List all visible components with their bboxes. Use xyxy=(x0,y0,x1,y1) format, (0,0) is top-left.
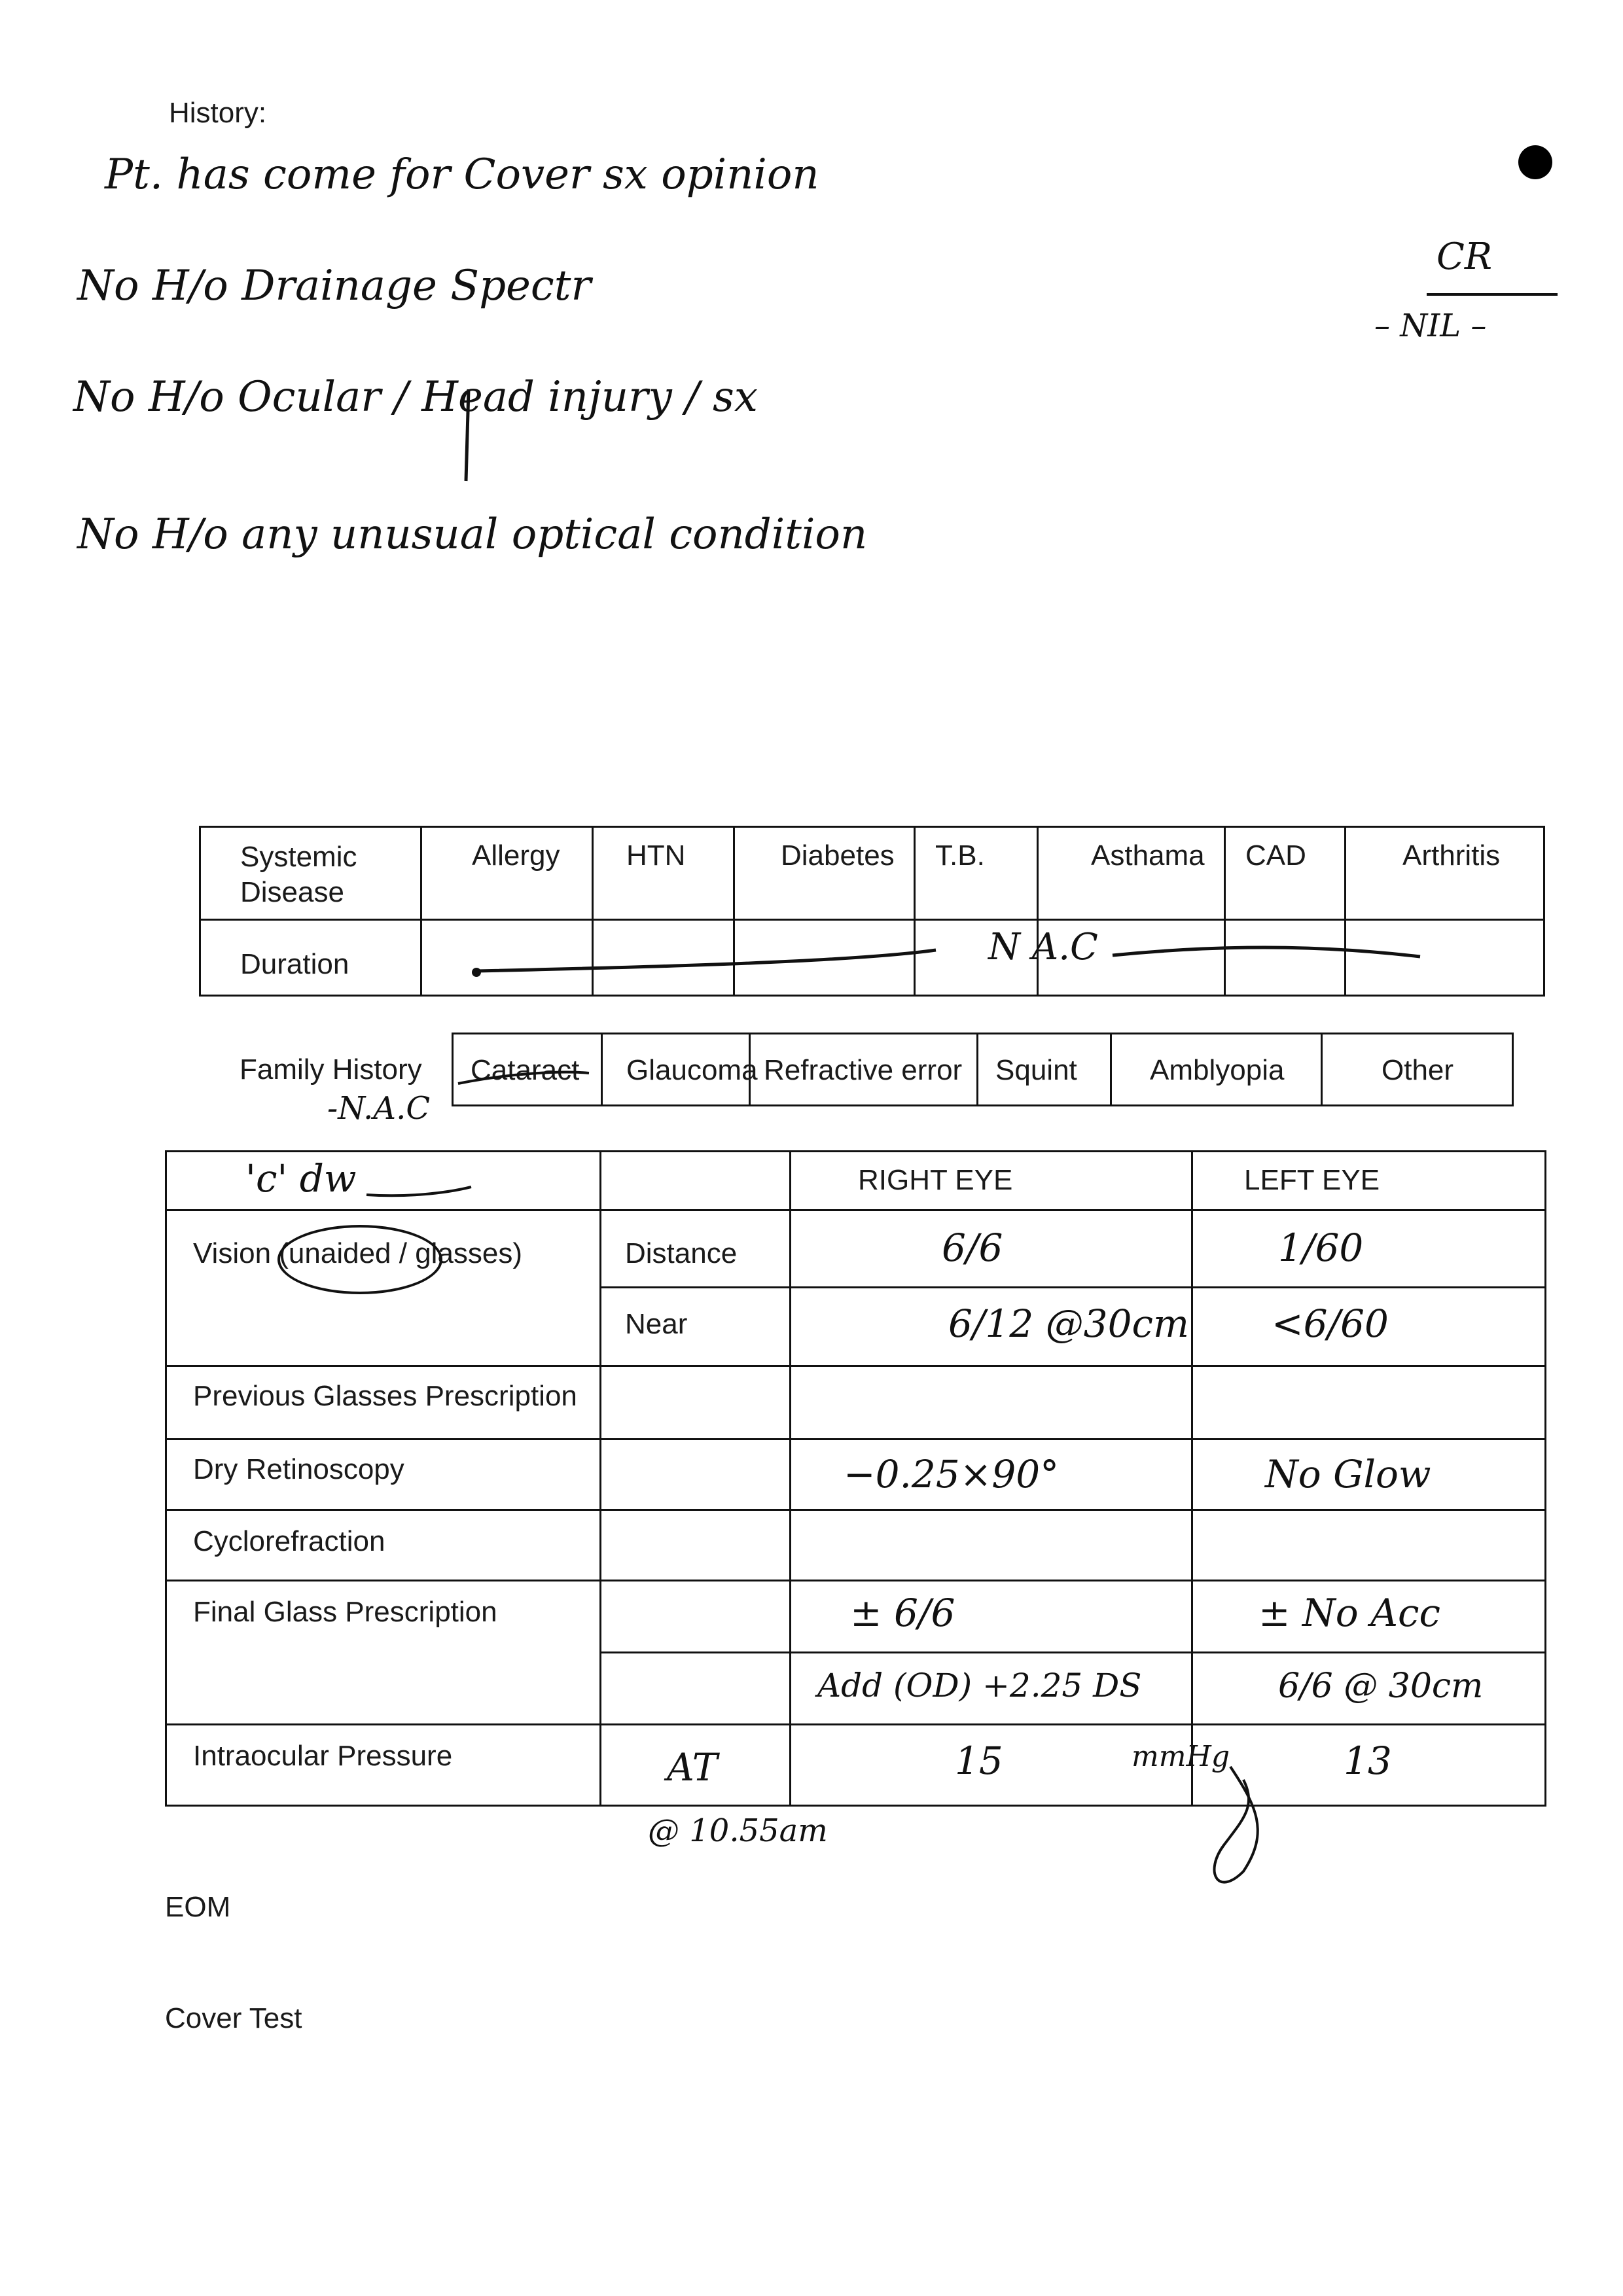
exam-corner-cell xyxy=(166,1152,601,1210)
dry-retino-blank xyxy=(601,1439,791,1510)
history-line-2: No H/o Drainage Spectr xyxy=(77,262,592,310)
duration-label-cell: Duration xyxy=(200,920,421,996)
vision-label-cell: Vision (unaided / glasses) xyxy=(166,1210,601,1366)
final-glass-label-cell: Final Glass Prescription xyxy=(166,1581,601,1725)
dry-retino-left: No Glow xyxy=(1192,1439,1546,1510)
systemic-disease-table xyxy=(199,826,1545,997)
systemic-header-allergy: Allergy xyxy=(421,827,593,920)
systemic-header-diabetes: Diabetes xyxy=(734,827,915,920)
distance-label-cell: Distance xyxy=(601,1210,791,1288)
history-line-3: No H/o Ocular / Head injury / sx xyxy=(73,373,758,421)
systemic-header-asthama: Asthama xyxy=(1038,827,1225,920)
duration-htn xyxy=(593,920,734,996)
margin-note-divider xyxy=(1427,293,1558,296)
final-right-1: ± 6/6 xyxy=(791,1581,1192,1653)
history-line-1: Pt. has come for Cover sx opinion xyxy=(105,150,819,199)
iop-method-cell: AT xyxy=(601,1725,791,1806)
family-glaucoma: Glaucoma xyxy=(602,1034,750,1106)
prev-glasses-right xyxy=(791,1366,1192,1439)
punch-dot xyxy=(1518,145,1552,179)
systemic-header-arthritis: Arthritis xyxy=(1346,827,1544,920)
history-label: History: xyxy=(169,97,267,129)
family-other: Other xyxy=(1322,1034,1513,1106)
final-left-2: 6/6 @ 30cm xyxy=(1192,1653,1546,1725)
eom-label: EOM xyxy=(165,1891,231,1923)
systemic-header-disease: Systemic Disease xyxy=(200,827,421,920)
exam-header-blank xyxy=(601,1152,791,1210)
duration-arthritis xyxy=(1346,920,1544,996)
final-left-1: ± No Acc xyxy=(1192,1581,1546,1653)
near-label-cell: Near xyxy=(601,1288,791,1366)
systemic-header-htn: HTN xyxy=(593,827,734,920)
cyclo-label-cell: Cyclorefraction xyxy=(166,1510,601,1581)
unaided-circle-mark xyxy=(277,1225,442,1294)
vision-distance-right: 6/6 xyxy=(791,1210,1192,1288)
duration-note: N A.C xyxy=(988,926,1098,968)
exam-corner-note: 'c' dw xyxy=(245,1156,357,1201)
iop-left: 13 xyxy=(1192,1725,1546,1806)
prev-glasses-label-cell: Previous Glasses Prescription xyxy=(166,1366,601,1439)
final-blank-1 xyxy=(601,1581,791,1653)
family-history-note: -N.A.C xyxy=(327,1090,431,1127)
iop-time: @ 10.55am xyxy=(648,1812,828,1849)
duration-allergy xyxy=(421,920,593,996)
exam-header-left-eye: LEFT EYE xyxy=(1192,1152,1546,1210)
iop-unit: mmHg xyxy=(1132,1740,1230,1773)
family-history-table xyxy=(452,1033,1514,1106)
duration-cad xyxy=(1225,920,1346,996)
dry-retino-right: −0.25×90° xyxy=(791,1439,1192,1510)
margin-note-bottom: – NIL – xyxy=(1374,308,1487,344)
cover-test-label: Cover Test xyxy=(165,2002,302,2034)
family-amblyopia: Amblyopia xyxy=(1111,1034,1322,1106)
vision-distance-left: 1/60 xyxy=(1192,1210,1546,1288)
prev-glasses-left xyxy=(1192,1366,1546,1439)
prev-glasses-blank xyxy=(601,1366,791,1439)
iop-right: 15 mmHg xyxy=(791,1725,1192,1806)
exam-header-right-eye: RIGHT EYE xyxy=(791,1152,1192,1210)
margin-note-top: CR xyxy=(1436,236,1493,278)
vision-near-left: <6/60 xyxy=(1192,1288,1546,1366)
cyclo-blank xyxy=(601,1510,791,1581)
family-squint: Squint xyxy=(978,1034,1111,1106)
cyclo-left xyxy=(1192,1510,1546,1581)
iop-label-cell: Intraocular Pressure xyxy=(166,1725,601,1806)
duration-diabetes xyxy=(734,920,915,996)
history-line-4: No H/o any unusual optical condition xyxy=(77,510,868,559)
cyclo-right xyxy=(791,1510,1192,1581)
family-history-label: Family History xyxy=(240,1053,422,1086)
family-refractive-error: Refractive error xyxy=(750,1034,978,1106)
systemic-header-cad: CAD xyxy=(1225,827,1346,920)
systemic-header-tb: T.B. xyxy=(915,827,1038,920)
final-blank-2 xyxy=(601,1653,791,1725)
final-right-2: Add (OD) +2.25 DS xyxy=(791,1653,1192,1725)
dry-retino-label-cell: Dry Retinoscopy xyxy=(166,1439,601,1510)
vision-near-right: 6/12 @30cm xyxy=(791,1288,1192,1366)
family-cataract: Cataract xyxy=(453,1034,602,1106)
